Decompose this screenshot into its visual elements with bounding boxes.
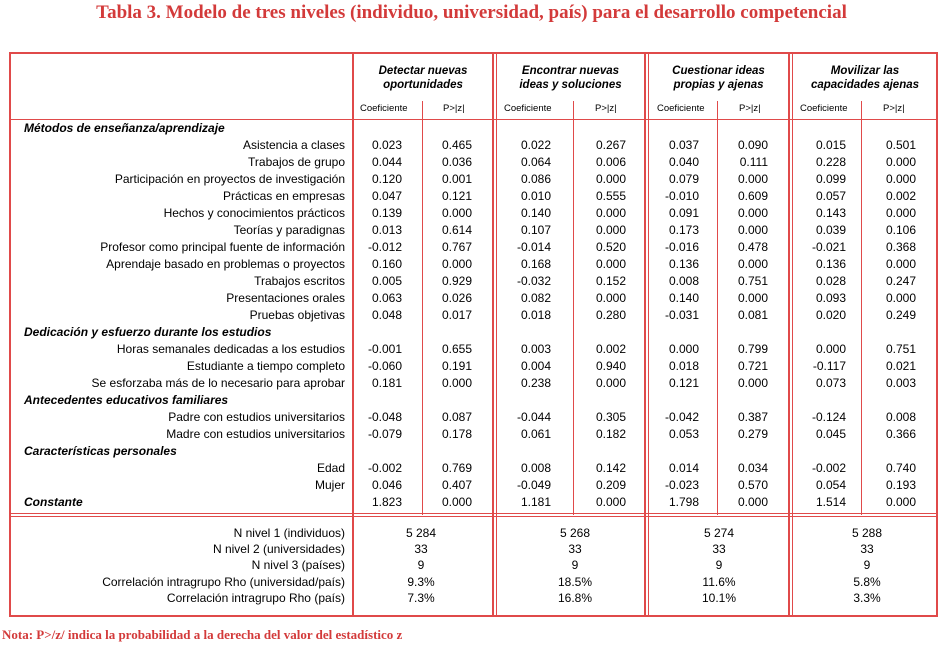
table-title: Tabla 3. Modelo de tres niveles (individuo, universidad, país) para el desarrollo competencial — [96, 2, 847, 23]
coef-cell: -0.014 — [516, 240, 551, 254]
p-cell: 0.152 — [595, 274, 626, 288]
p-cell: 0.000 — [885, 257, 916, 271]
stat-label: Correlación intragrupo Rho (país) — [166, 590, 345, 605]
stat-value: 5 268 — [559, 526, 591, 540]
coef-cell: 0.136 — [815, 257, 846, 271]
stat-value: 9.3% — [407, 574, 435, 589]
section-heading: Métodos de enseñanza/aprendizaje — [24, 121, 225, 135]
stat-value: 5.8% — [853, 574, 881, 589]
p-cell: 0.003 — [885, 376, 916, 390]
row-label: Edad — [316, 461, 345, 475]
stat-value: 7.3% — [407, 590, 435, 605]
p-cell: 0.000 — [441, 376, 472, 390]
row-label: Aprendaje basado en problemas o proyectos — [106, 257, 345, 271]
row-label: Hechos y conocimientos prácticos — [163, 206, 345, 220]
stats-rule — [10, 516, 937, 517]
coef-cell: 0.073 — [815, 376, 846, 390]
coef-cell: 0.003 — [520, 342, 551, 356]
p-cell: 0.000 — [595, 257, 626, 271]
p-cell: 0.034 — [737, 461, 768, 475]
p-cell: 0.000 — [595, 376, 626, 390]
coef-cell: 1.514 — [815, 495, 846, 509]
p-cell: 0.555 — [595, 189, 626, 203]
coef-cell: 0.238 — [520, 376, 551, 390]
coef-cell: 0.053 — [668, 427, 699, 441]
coef-cell: -0.044 — [516, 410, 551, 424]
coef-cell: 0.079 — [668, 172, 699, 186]
coef-cell: -0.002 — [811, 461, 846, 475]
p-cell: 0.000 — [737, 172, 768, 186]
coef-cell: 0.018 — [668, 359, 699, 373]
p-cell: 0.036 — [441, 155, 472, 169]
stat-value: 18.5% — [557, 574, 593, 589]
coef-cell: 0.020 — [815, 308, 846, 322]
coef-cell: 0.143 — [815, 206, 846, 220]
col-separator — [644, 53, 646, 616]
coef-header: Coeficiente — [504, 103, 552, 114]
p-cell: 0.178 — [441, 427, 472, 441]
coef-cell: 0.140 — [668, 291, 699, 305]
header-rule — [10, 119, 937, 120]
p-cell: 0.182 — [595, 427, 626, 441]
stat-value: 9 — [715, 558, 723, 573]
coef-cell: 1.181 — [520, 495, 551, 509]
coef-cell: 1.823 — [371, 495, 402, 509]
p-cell: 0.305 — [595, 410, 626, 424]
p-cell: 0.387 — [737, 410, 768, 424]
p-cell: 0.000 — [441, 206, 472, 220]
coef-cell: 0.057 — [815, 189, 846, 203]
p-cell: 0.001 — [441, 172, 472, 186]
row-label: Presentaciones orales — [226, 291, 345, 305]
p-cell: 0.008 — [885, 410, 916, 424]
coef-cell: -0.117 — [812, 359, 846, 373]
p-cell: 0.280 — [595, 308, 626, 322]
footnote: Nota: P>/z/ indica la probabilidad a la derecha del valor del estadístico z — [2, 627, 403, 642]
stat-value: 5 284 — [405, 526, 437, 540]
coef-cell: 0.228 — [815, 155, 846, 169]
coef-cell: -0.048 — [367, 410, 402, 424]
row-label: Profesor como principal fuente de información — [100, 240, 345, 254]
coef-cell: 0.168 — [520, 257, 551, 271]
coef-cell: 0.064 — [520, 155, 551, 169]
coef-header: Coeficiente — [657, 103, 705, 114]
p-cell: 0.000 — [885, 495, 916, 509]
coef-cell: 0.023 — [371, 138, 402, 152]
coef-cell: -0.016 — [664, 240, 699, 254]
col-separator — [496, 53, 497, 616]
stat-value: 9 — [863, 558, 871, 573]
coef-cell: 0.047 — [371, 189, 402, 203]
stat-value: 9 — [571, 558, 579, 573]
coef-cell: 0.082 — [520, 291, 551, 305]
p-cell: 0.279 — [737, 427, 768, 441]
p-cell: 0.000 — [737, 223, 768, 237]
inner-separator — [422, 101, 423, 515]
p-header: P>|z| — [595, 103, 617, 114]
coef-cell: -0.049 — [516, 478, 551, 492]
coef-cell: 1.798 — [668, 495, 699, 509]
section-heading: Características personales — [24, 444, 177, 458]
p-cell: 0.000 — [737, 206, 768, 220]
p-cell: 0.614 — [441, 223, 472, 237]
p-cell: 0.017 — [441, 308, 472, 322]
section-heading: Dedicación y esfuerzo durante los estudios — [24, 325, 272, 339]
row-label: Asistencia a clases — [242, 138, 345, 152]
coef-cell: 0.000 — [668, 342, 699, 356]
p-cell: 0.000 — [441, 257, 472, 271]
coef-cell: 0.054 — [815, 478, 846, 492]
coef-cell: 0.039 — [815, 223, 846, 237]
coef-cell: 0.040 — [668, 155, 699, 169]
p-cell: 0.002 — [595, 342, 626, 356]
p-cell: 0.000 — [885, 291, 916, 305]
coef-cell: -0.002 — [367, 461, 402, 475]
p-cell: 0.000 — [737, 257, 768, 271]
coef-cell: 0.028 — [815, 274, 846, 288]
p-cell: 0.609 — [737, 189, 768, 203]
stat-value: 33 — [712, 542, 726, 557]
p-cell: 0.191 — [441, 359, 472, 373]
stat-value: 33 — [860, 542, 874, 557]
p-cell: 0.106 — [885, 223, 916, 237]
coef-cell: -0.060 — [367, 359, 402, 373]
p-cell: 0.087 — [441, 410, 472, 424]
coef-cell: 0.045 — [815, 427, 846, 441]
coef-cell: 0.037 — [668, 138, 699, 152]
p-cell: 0.267 — [595, 138, 626, 152]
row-label: Estudiante a tiempo completo — [186, 359, 345, 373]
coef-cell: -0.031 — [664, 308, 699, 322]
row-label: Se esforzaba más de lo necesario para aprobar — [91, 376, 345, 390]
p-cell: 0.769 — [441, 461, 472, 475]
row-label: Padre con estudios universitarios — [168, 410, 345, 424]
p-cell: 0.751 — [885, 342, 916, 356]
coef-cell: 0.099 — [815, 172, 846, 186]
p-header: P>|z| — [883, 103, 905, 114]
col-separator — [352, 53, 354, 616]
coef-cell: 0.140 — [520, 206, 551, 220]
p-cell: 0.000 — [885, 206, 916, 220]
p-cell: 0.501 — [885, 138, 916, 152]
coef-cell: 0.173 — [668, 223, 699, 237]
col-separator — [788, 53, 790, 616]
stat-value: 33 — [414, 542, 428, 557]
stat-value: 3.3% — [853, 590, 881, 605]
coef-cell: -0.023 — [664, 478, 699, 492]
p-cell: 0.000 — [737, 291, 768, 305]
coef-cell: 0.015 — [815, 138, 846, 152]
coef-cell: 0.139 — [371, 206, 402, 220]
column-group-title: Detectar nuevas oportunidades — [378, 65, 468, 91]
coef-cell: 0.160 — [371, 257, 402, 271]
column-group-title: Encontrar nuevas ideas y soluciones — [519, 65, 622, 91]
p-cell: 0.247 — [885, 274, 916, 288]
p-cell: 0.000 — [595, 172, 626, 186]
p-cell: 0.000 — [885, 155, 916, 169]
stat-value: 11.6% — [702, 574, 736, 589]
p-cell: 0.000 — [595, 206, 626, 220]
p-cell: 0.940 — [595, 359, 626, 373]
row-label: Trabajos de grupo — [248, 155, 345, 169]
stat-value: 5 274 — [703, 526, 735, 540]
inner-separator — [861, 101, 862, 515]
coef-cell: 0.048 — [371, 308, 402, 322]
p-cell: 0.570 — [737, 478, 768, 492]
p-cell: 0.478 — [737, 240, 768, 254]
p-cell: 0.767 — [441, 240, 472, 254]
p-cell: 0.520 — [595, 240, 626, 254]
p-cell: 0.000 — [595, 291, 626, 305]
p-cell: 0.002 — [885, 189, 916, 203]
stat-label: N nivel 3 (países) — [251, 558, 345, 573]
p-cell: 0.090 — [737, 138, 768, 152]
coef-cell: -0.124 — [811, 410, 846, 424]
p-cell: 0.655 — [441, 342, 472, 356]
coef-cell: 0.014 — [668, 461, 699, 475]
stat-value: 5 288 — [851, 526, 883, 540]
row-label: Mujer — [314, 478, 345, 492]
coef-cell: 0.086 — [520, 172, 551, 186]
column-group-title: Cuestionar ideas propias y ajenas — [672, 65, 765, 91]
p-cell: 0.021 — [885, 359, 916, 373]
stat-value: 33 — [568, 542, 582, 557]
coef-cell: -0.079 — [367, 427, 402, 441]
coef-cell: 0.008 — [520, 461, 551, 475]
coef-cell: 0.063 — [371, 291, 402, 305]
coef-cell: 0.010 — [520, 189, 551, 203]
row-label: Madre con estudios universitarios — [166, 427, 345, 441]
stat-value: 9 — [417, 558, 425, 573]
p-cell: 0.249 — [885, 308, 916, 322]
coef-header: Coeficiente — [800, 103, 848, 114]
stat-value: 10.1% — [701, 590, 737, 605]
column-group-title: Movilizar las capacidades ajenas — [810, 65, 920, 91]
inner-separator — [573, 101, 574, 515]
row-label: Prácticas en empresas — [222, 189, 345, 203]
row-label: Pruebas objetivas — [249, 308, 345, 322]
col-separator — [792, 53, 793, 616]
p-cell: 0.000 — [885, 172, 916, 186]
p-cell: 0.142 — [595, 461, 626, 475]
row-label: Teorías y paradignas — [233, 223, 345, 237]
p-cell: 0.006 — [595, 155, 626, 169]
p-cell: 0.368 — [885, 240, 916, 254]
coef-cell: 0.093 — [815, 291, 846, 305]
p-cell: 0.366 — [885, 427, 916, 441]
coef-cell: 0.018 — [520, 308, 551, 322]
p-cell: 0.721 — [737, 359, 768, 373]
coef-cell: -0.021 — [811, 240, 846, 254]
p-cell: 0.740 — [885, 461, 916, 475]
coef-cell: 0.005 — [371, 274, 402, 288]
p-header: P>|z| — [739, 103, 761, 114]
coef-cell: 0.107 — [520, 223, 551, 237]
p-cell: 0.193 — [885, 478, 916, 492]
coef-cell: 0.000 — [815, 342, 846, 356]
coef-cell: -0.012 — [367, 240, 402, 254]
p-header: P>|z| — [443, 103, 465, 114]
coef-cell: 0.046 — [371, 478, 402, 492]
coef-cell: -0.001 — [367, 342, 402, 356]
stat-label: N nivel 2 (universidades) — [212, 542, 345, 557]
p-cell: 0.929 — [441, 274, 472, 288]
row-label: Trabajos escritos — [254, 274, 345, 288]
p-cell: 0.000 — [595, 223, 626, 237]
coef-cell: 0.008 — [668, 274, 699, 288]
coef-cell: -0.032 — [516, 274, 551, 288]
p-cell: 0.000 — [737, 376, 768, 390]
coef-cell: 0.061 — [520, 427, 551, 441]
coef-cell: 0.120 — [371, 172, 402, 186]
p-cell: 0.209 — [595, 478, 626, 492]
stat-label: N nivel 1 (individuos) — [233, 526, 345, 540]
col-separator — [492, 53, 494, 616]
row-label: Participación en proyectos de investigación — [114, 172, 345, 186]
p-cell: 0.799 — [737, 342, 768, 356]
coef-cell: 0.091 — [668, 206, 699, 220]
coef-header: Coeficiente — [360, 103, 408, 114]
coef-cell: 0.004 — [520, 359, 551, 373]
p-cell: 0.000 — [737, 495, 768, 509]
coef-cell: 0.121 — [668, 376, 699, 390]
coef-cell: -0.042 — [664, 410, 699, 424]
row-label: Constante — [24, 495, 83, 509]
row-label: Horas semanales dedicadas a los estudios — [116, 342, 345, 356]
coef-cell: 0.022 — [520, 138, 551, 152]
p-cell: 0.000 — [595, 495, 626, 509]
section-heading: Antecedentes educativos familiares — [24, 393, 229, 407]
p-cell: 0.751 — [737, 274, 768, 288]
coef-cell: 0.013 — [371, 223, 402, 237]
coef-cell: -0.010 — [664, 189, 699, 203]
col-separator — [648, 53, 649, 616]
coef-cell: 0.044 — [371, 155, 402, 169]
p-cell: 0.081 — [737, 308, 768, 322]
coef-cell: 0.136 — [668, 257, 699, 271]
coef-cell: 0.181 — [371, 376, 402, 390]
p-cell: 0.000 — [441, 495, 472, 509]
p-cell: 0.121 — [441, 189, 472, 203]
stats-rule — [10, 513, 937, 514]
inner-separator — [717, 101, 718, 515]
p-cell: 0.111 — [739, 155, 768, 169]
p-cell: 0.026 — [441, 291, 472, 305]
p-cell: 0.465 — [441, 138, 472, 152]
stat-label: Correlación intragrupo Rho (universidad/país) — [102, 574, 345, 589]
p-cell: 0.407 — [441, 478, 472, 492]
stat-value: 16.8% — [557, 590, 593, 605]
